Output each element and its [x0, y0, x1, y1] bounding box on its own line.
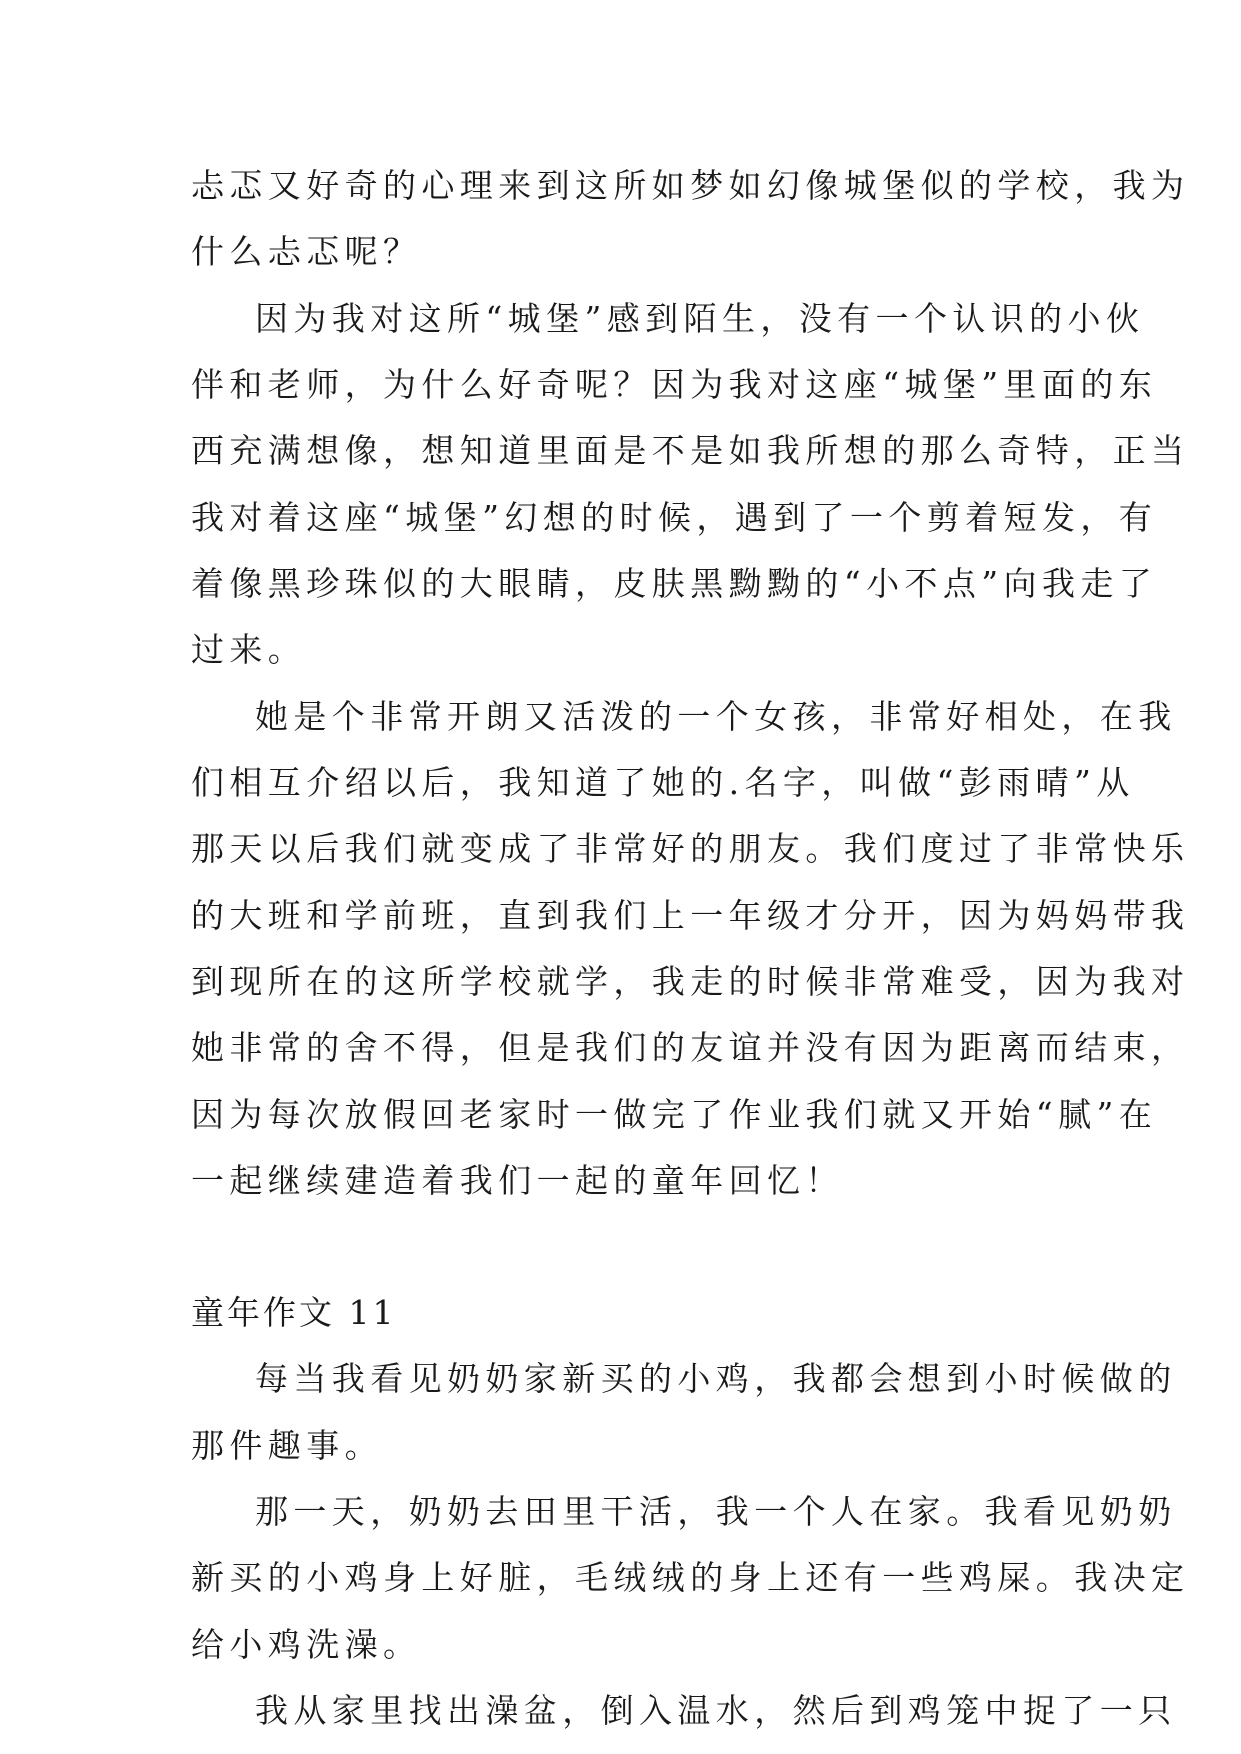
text-line: 给小鸡洗澡。 [191, 1625, 422, 1664]
text-line: 因为每次放假回老家时一做完了作业我们就又开始“腻”在 [191, 1095, 1158, 1134]
text-line: 她非常的舍不得，但是我们的友谊并没有因为距离而结束， [191, 1028, 1190, 1067]
text-line: 忐忑又好奇的心理来到这所如梦如幻像城堡似的学校，我为 [191, 166, 1190, 205]
text-line: 那件趣事。 [191, 1426, 383, 1465]
text-line: 着像黑珍珠似的大眼睛，皮肤黑黝黝的“小不点”向我走了 [191, 564, 1158, 603]
text-line: 什么忐忑呢？ [191, 232, 422, 271]
text-line: 我对着这座“城堡”幻想的时候，遇到了一个剪着短发，有 [191, 498, 1158, 537]
text-line: 一起继续建造着我们一起的童年回忆！ [191, 1161, 844, 1200]
text-line: 伴和老师，为什么好奇呢？因为我对这座“城堡”里面的东 [191, 365, 1158, 404]
text-line: 那天以后我们就变成了非常好的朋友。我们度过了非常快乐 [191, 829, 1190, 868]
text-line: 们相互介绍以后，我知道了她的.名字，叫做“彭雨晴”从 [191, 763, 1135, 802]
text-line: 新买的小鸡身上好脏，毛绒绒的身上还有一些鸡屎。我决定 [191, 1558, 1190, 1597]
text-line: 过来。 [191, 630, 307, 669]
paragraph-first-line: 那一天，奶奶去田里干活，我一个人在家。我看见奶奶 [255, 1492, 1177, 1531]
paragraph-first-line: 因为我对这所“城堡”感到陌生，没有一个认识的小伙 [255, 299, 1145, 338]
paragraph-first-line: 每当我看见奶奶家新买的小鸡，我都会想到小时候做的 [255, 1359, 1177, 1398]
text-line: 西充满想像，想知道里面是不是如我所想的那么奇特，正当 [191, 431, 1190, 470]
text-line: 的大班和学前班，直到我们上一年级才分开，因为妈妈带我 [191, 896, 1190, 935]
section-heading: 童年作文 11 [191, 1293, 397, 1332]
paragraph-first-line: 我从家里找出澡盆，倒入温水，然后到鸡笼中捉了一只 [255, 1691, 1177, 1730]
paragraph-first-line: 她是个非常开朗又活泼的一个女孩，非常好相处，在我 [255, 697, 1177, 736]
text-line: 到现所在的这所学校就学，我走的时候非常难受，因为我对 [191, 962, 1190, 1001]
